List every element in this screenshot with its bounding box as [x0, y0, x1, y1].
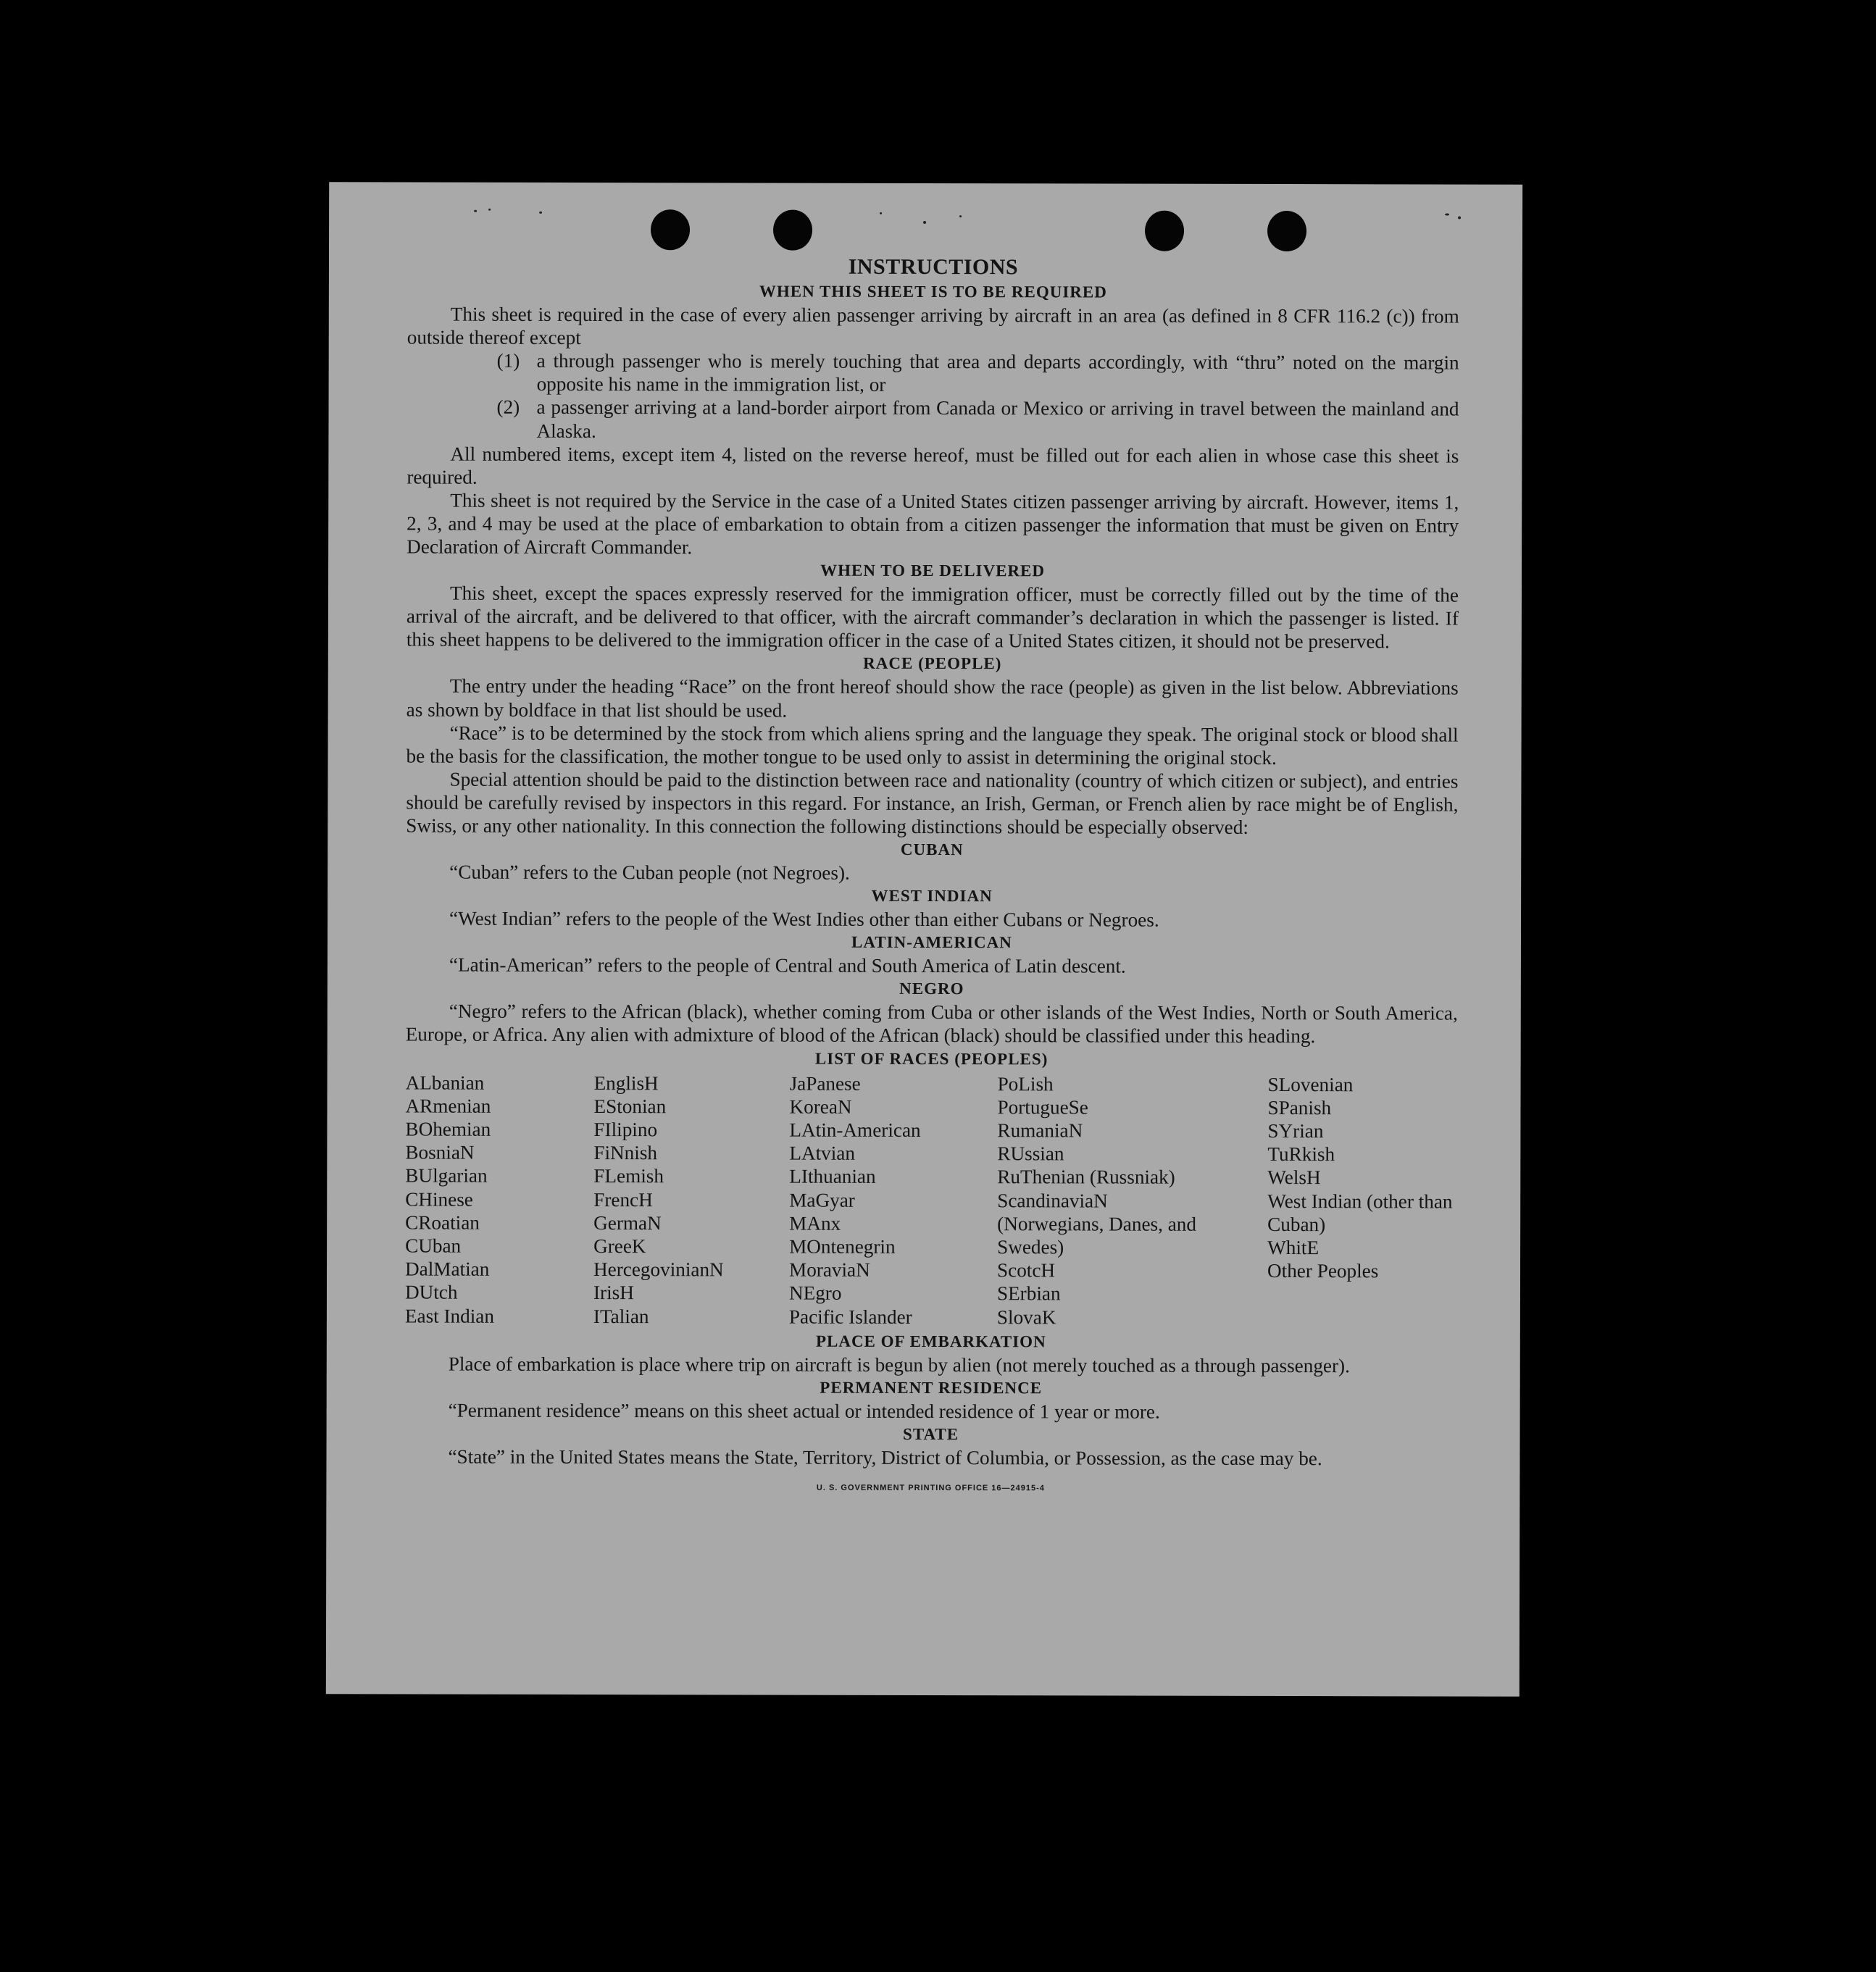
race-entry: Other Peoples — [1267, 1260, 1379, 1282]
race-entry: East Indian — [404, 1305, 495, 1327]
race-entry: CRoatian — [405, 1211, 480, 1234]
punch-hole — [1145, 211, 1184, 251]
race-entry: MaGyar — [789, 1189, 855, 1211]
document-sheet — [326, 182, 1522, 1696]
punch-hole — [651, 209, 690, 250]
section-heading: CUBAN — [900, 840, 964, 859]
paragraph: “Permanent residence” means on this sheet actual or intended residence of 1 year or more. — [448, 1399, 1160, 1423]
section-heading: RACE (PEOPLE) — [863, 654, 1002, 673]
speck — [959, 215, 962, 217]
paragraph: All numbered items, except item 4, listed on the reverse hereof, must be filled out for each alien in whose case this sheet is required. — [407, 443, 1459, 488]
race-entry: LIthuanian — [789, 1165, 876, 1188]
race-entry: BosniaN — [405, 1141, 475, 1163]
item-number: (2) — [496, 396, 520, 419]
race-entry: KoreaN — [789, 1095, 852, 1118]
paragraph: “Latin-American” refers to the people of Central and South America of Latin descent. — [449, 953, 1126, 977]
race-entry: WhitE — [1267, 1236, 1320, 1259]
section-heading: NEGRO — [899, 979, 964, 998]
item-text: a through passenger who is merely touching that area and departs accordingly, with “thru” noted on the margin opposite his name in the immigration list, or — [536, 350, 1459, 396]
race-entry: CUban — [405, 1234, 462, 1257]
race-entry: IrisH — [593, 1282, 634, 1304]
paragraph: “West Indian” refers to the people of the West Indies other than either Cubans or Negroes. — [449, 907, 1159, 931]
speck — [923, 221, 926, 224]
section-heading: PLACE OF EMBARKATION — [815, 1332, 1046, 1351]
race-entry: SlovaK — [996, 1305, 1056, 1328]
race-entry: ScotcH — [997, 1259, 1056, 1282]
race-entry: FiNnish — [593, 1142, 658, 1164]
race-column — [997, 1072, 1268, 1329]
race-entry: TuRkish — [1267, 1143, 1335, 1166]
paragraph: This sheet, except the spaces expressly reserved for the immigration officer, must be correctly filled out by the time of the arrival of the aircraft, and be delivered to that officer, with the aircraft commander’s declaration in which the passenger is listed. If this sheet happens to be delivered to the immigration officer in the case of a United States citizen, it should not be preserved. — [406, 582, 1459, 653]
speck — [1445, 214, 1449, 216]
race-entry: MOntenegrin — [789, 1235, 896, 1258]
section-heading: WEST INDIAN — [871, 887, 993, 906]
paragraph: Special attention should be paid to the distinction between race and nationality (country of which citizen or subject), and entries should be carefully revised by inspectors in this regard. For instance, an Irish, German, or French alien by race might be of English, Swiss, or any other nationality. In this connection the following distinctions should be especially observed: — [406, 768, 1459, 838]
list-item — [497, 349, 1459, 398]
punch-hole — [773, 210, 812, 251]
speck — [1458, 217, 1461, 220]
race-entry: CHinese — [405, 1188, 473, 1211]
race-entry: ScandinaviaN (Norwegians, Danes, and Swedes) — [997, 1189, 1197, 1258]
race-entry: LAtvian — [789, 1142, 856, 1164]
section-heading: LATIN-AMERICAN — [851, 933, 1012, 952]
race-entry: BOhemian — [405, 1118, 491, 1140]
paragraph: “Negro” refers to the African (black), whether coming from Cuba or other islands of the West Indies, North or South America, Europe, or Africa. Any alien with admixture of blood of the African (black) should be classified under this heading. — [405, 1000, 1458, 1048]
race-entry: BUlgarian — [405, 1164, 488, 1187]
race-column — [789, 1071, 998, 1329]
race-entry: SYrian — [1267, 1119, 1324, 1142]
race-entry: LAtin-American — [789, 1119, 921, 1141]
paragraph: The entry under the heading “Race” on the front hereof should show the race (people) as given in the list below. Abbreviations as shown by boldface in that list should be used. — [406, 675, 1459, 722]
race-entry: NEgro — [788, 1282, 842, 1305]
race-entry: GermaN — [593, 1211, 662, 1234]
section-heading: LIST OF RACES (PEOPLES) — [814, 1049, 1049, 1068]
race-entry: EnglisH — [593, 1071, 659, 1094]
race-entry: EStonian — [593, 1095, 667, 1117]
race-entry: PortugueSe — [997, 1095, 1088, 1119]
race-entry: RUssian — [997, 1142, 1064, 1165]
race-entry: Pacific Islander — [788, 1305, 912, 1328]
race-entry: ALbanian — [405, 1071, 485, 1094]
instructions-content — [404, 255, 1459, 1501]
paragraph: This sheet is required in the case of every alien passenger arriving by aircraft in an area (as defined in 8 CFR 116.2 (c)) from outside thereof except — [407, 303, 1459, 349]
race-entry: MoraviaN — [789, 1258, 870, 1282]
paragraph: “Race” is to be determined by the stock from which aliens spring and the language they speak. The original stock or blood shall be the basis for the classification, the mother tongue to be used only to assist in determining the original stock. — [406, 722, 1459, 769]
race-entry: SErbian — [996, 1282, 1061, 1305]
section-heading: WHEN THIS SHEET IS TO BE REQUIRED — [759, 282, 1107, 301]
item-number: (1) — [496, 350, 520, 372]
race-entry: West Indian (other than Cuban) — [1267, 1190, 1453, 1235]
race-entry: HercegovinianN — [593, 1258, 724, 1281]
race-entry: FIlipino — [593, 1118, 658, 1141]
race-entry: MAnx — [789, 1212, 841, 1234]
race-entry: PoLish — [997, 1072, 1054, 1095]
race-entry: RumaniaN — [997, 1119, 1083, 1142]
section-heading: WHEN TO BE DELIVERED — [820, 561, 1046, 580]
page-title: INSTRUCTIONS — [848, 254, 1019, 280]
race-entry: JaPanese — [789, 1072, 861, 1095]
race-list — [405, 1071, 1458, 1329]
race-entry: ARmenian — [405, 1095, 491, 1117]
speck — [539, 212, 542, 214]
race-entry: FLemish — [593, 1165, 664, 1187]
race-entry: DalMatian — [405, 1258, 490, 1280]
race-entry: ITalian — [593, 1305, 649, 1327]
paragraph: “State” in the United States means the State, Territory, District of Columbia, or Possession, as the case may be. — [448, 1445, 1322, 1470]
race-entry: DUtch — [404, 1281, 458, 1304]
speck — [880, 212, 882, 214]
race-column — [1267, 1073, 1458, 1330]
speck — [474, 210, 477, 212]
list-item — [496, 396, 1459, 444]
race-column — [405, 1071, 594, 1328]
section-heading: STATE — [903, 1424, 959, 1444]
race-entry: WelsH — [1267, 1166, 1321, 1189]
race-entry: SPanish — [1267, 1096, 1332, 1119]
race-entry: RuThenian (Russniak) — [997, 1166, 1175, 1189]
item-text: a passenger arriving at a land-border airport from Canada or Mexico or arriving in travel between the mainland and Alaska. — [536, 396, 1459, 442]
paragraph: “Cuban” refers to the Cuban people (not Negroes). — [449, 861, 850, 884]
printing-office-imprint: U. S. GOVERNMENT PRINTING OFFICE 16—24915-4 — [816, 1483, 1045, 1493]
speck — [488, 209, 491, 211]
punch-hole — [1267, 211, 1306, 251]
section-heading: PERMANENT RESIDENCE — [820, 1378, 1043, 1397]
race-entry: FrencH — [593, 1188, 653, 1211]
paragraph: Place of embarkation is place where trip on aircraft is begun by alien (not merely touched as a through passenger). — [448, 1353, 1350, 1376]
paragraph: This sheet is not required by the Service in the case of a United States citizen passenger arriving by aircraft. However, items 1, 2, 3, and 4 may be used at the place of embarkation to obtain from a citizen passenger the information that must be given on Entry Declaration of Aircraft Commander. — [407, 489, 1459, 559]
race-entry: SLovenian — [1267, 1073, 1354, 1095]
race-entry: GreeK — [593, 1234, 646, 1258]
race-column — [593, 1071, 790, 1329]
